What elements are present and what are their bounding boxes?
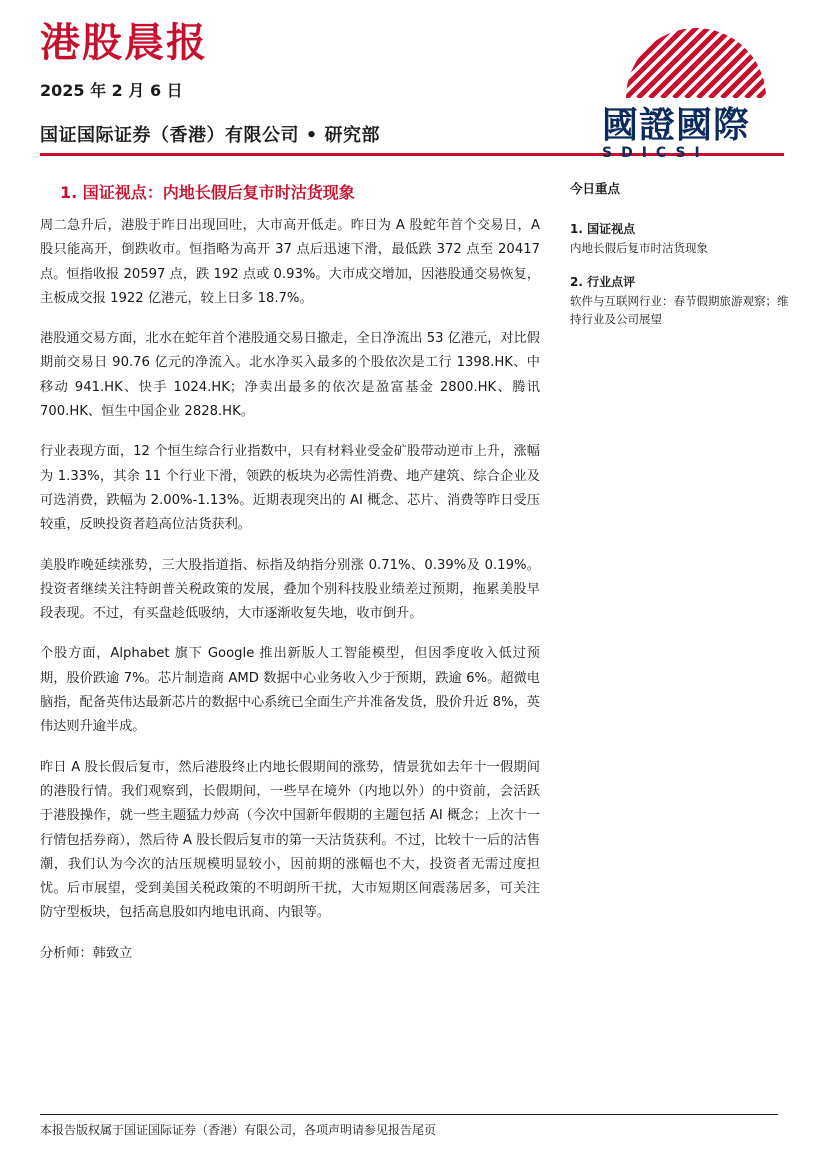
section-heading: 1. 国证视点：内地长假后复市时沽货现象	[60, 183, 355, 202]
article-body	[40, 214, 540, 966]
highlight-heading: 1. 国证视点	[570, 222, 636, 236]
logo-english-name: SDICSI	[602, 145, 709, 161]
article-paragraph: 周二急升后，港股于昨日出现回吐，大市高开低走。昨日为 A 股蛇年首个交易日，A 股只能高开，倒跌收市。恒指略为高开 37 点后迅速下滑，最低跌 372 点至 20417 点。恒指收报 20597 点，跌 192 点或 0.93%。大市成交增加，因港股通交易恢复，主板成交报 1922 亿港元，较上日多 18.7%。	[40, 218, 540, 306]
article-paragraph: 美股昨晚延续涨势，三大股指道指、标指及纳指分别涨 0.71%、0.39%及 0.19%。投资者继续关注特朗普关税政策的发展，叠加个别科技股业绩差过预期，拖累美股早段表现。不过，有买盘趁低吸纳，大市逐渐收复失地，收市倒升。	[40, 557, 540, 622]
report-title: 港股晨报	[40, 19, 208, 66]
sidebar-highlights	[570, 179, 792, 343]
analyst-name: 分析师：韩致立	[40, 945, 133, 961]
logo-stripes-mark	[626, 14, 766, 98]
highlight-heading: 2. 行业点评	[570, 274, 636, 289]
highlight-text: 内地长假后复市时沽货现象	[570, 241, 708, 255]
article-paragraph: 港股通交易方面，北水在蛇年首个港股通交易日撤走，全日净流出 53 亿港元，对比假期前交易日 90.76 亿元的净流入。北水净买入最多的个股依次是工行 1398.HK、中移动 941.HK、快手 1024.HK；净卖出最多的依次是盈富基金 2800.HK、腾讯 700.HK、恒生中国企业 2828.HK。	[40, 331, 540, 420]
report-date: 2025 年 2 月 6 日	[40, 81, 183, 100]
logo-chinese-name: 國證國際	[602, 104, 751, 146]
footer-divider	[40, 1114, 778, 1115]
sidebar-title: 今日重点	[570, 181, 621, 196]
footer-disclaimer: 本报告版权属于国证国际证券（香港）有限公司，各项声明请参见报告尾页	[40, 1123, 437, 1137]
highlight-text: 软件与互联网行业：春节假期旅游观察；维持行业及公司展望	[570, 293, 789, 326]
article-paragraph: 个股方面，Alphabet 旗下 Google 推出新版人工智能模型，但因季度收入低过预期，股价跌逾 7%。芯片制造商 AMD 数据中心业务收入少于预期，跌逾 6%。超微电脑指，配备英伟达最新芯片的数据中心系统已全面生产并准备发货，股价升近 8%，英伟达则升逾半成。	[40, 646, 540, 735]
article-paragraph: 昨日 A 股长假后复市，然后港股终止内地长假期间的涨势，情景犹如去年十一假期间的港股行情。我们观察到，长假期间，一些早在境外（内地以外）的中资前，会活跃于港股操作，就一些主题猛力炒高（今次中国新年假期的主题包括 AI 概念；上次十一行情包括券商），然后待 A 股长假后复市的第一天沽货获利。不过，比较十一后的沽售潮，我们认为今次的沽压规模明显较小，因前期的涨幅也不大，投资者无需过度担忧。后市展望，受到美国关税政策的不明朗所干扰，大市短期区间震荡居多，可关注防守型板块，包括高息股如内地电讯商、内银等。	[40, 759, 540, 921]
company-name: 国证国际证券（香港）有限公司 • 研究部	[40, 125, 381, 146]
article-paragraph: 行业表现方面，12 个恒生综合行业指数中，只有材料业受金矿股带动逆市上升，涨幅为 1.33%，其余 11 个行业下滑，领跌的板块为必需性消费、地产建筑、综合企业及可选消费，跌幅为 2.00%-1.13%。近期表现突出的 AI 概念、芯片、消费等昨日受压较重，反映投资者趋高位沽货获利。	[40, 444, 540, 533]
